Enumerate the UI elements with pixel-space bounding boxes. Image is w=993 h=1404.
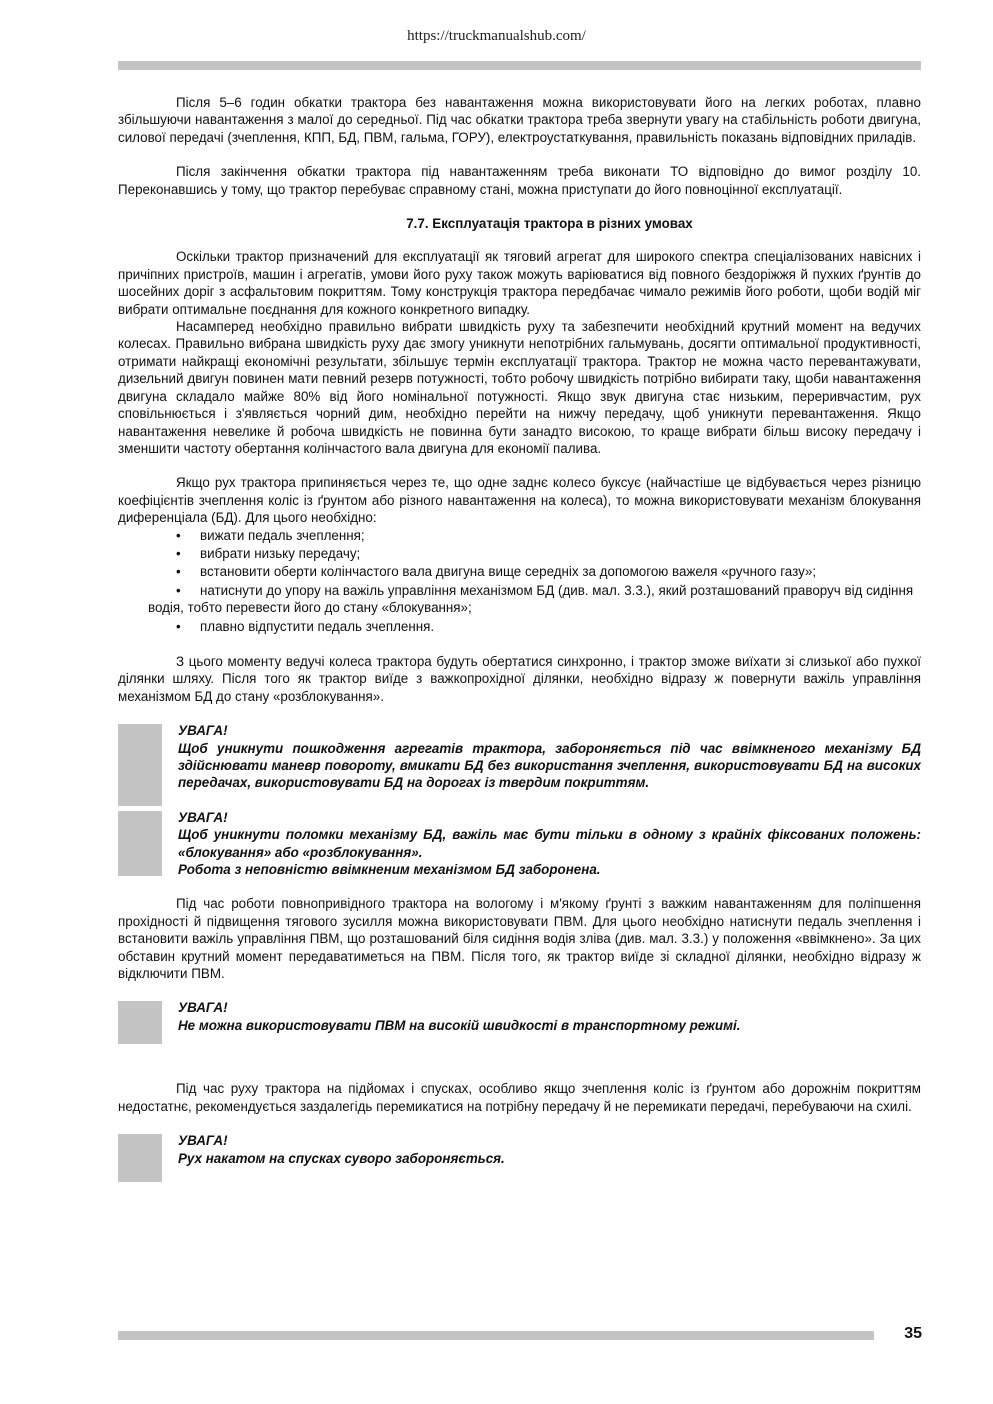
warning-marker <box>118 1134 162 1182</box>
warning-title: УВАГА! <box>178 1133 228 1149</box>
bullet-icon: • <box>176 527 181 543</box>
paragraph-tractor-purpose: Оскільки трактор призначений для експлуатації як тяговий агрегат для широкого спектра спеціалізованих навісних і причіпних пристроїв, машин і агрегатів, умови його руху також можуть варіюватися від повного бездоріжжя й пухких ґрунтів до шосейних доріг з асфальтовим покриттям. Тому конструкція трактора передбачає чимало режимів його роботи, щоби водій міг вибрати оптимальне поєднання для кожного конкретного випадку. <box>118 249 921 317</box>
list-item: • плавно відпустити педаль зчеплення. <box>176 618 435 634</box>
paragraph-after-break-in: Після закінчення обкатки трактора під навантаженням треба виконати ТО відповідно до вимог розділу 10. Переконавшись у тому, що трактор перебуває справному стані, можна приступати до його повноцінної експлуатації. <box>118 164 921 197</box>
bullet-icon: • <box>176 618 181 634</box>
warning-text: Робота з неповністю ввімкненим механізмом БД заборонена. <box>178 862 601 878</box>
paragraph-diff-lock-intro: Якщо рух трактора припиняється через те, що одне заднє колесо буксує (найчастіше це відбувається через різницю коефіцієнтів зчеплення коліс із ґрунтом або різного навантаження на колеса), то можна використовувати механізм блокування диференціала (БД). Для цього необхідно: <box>118 475 921 526</box>
paragraph-front-drive: Під час роботи повнопривідного трактора на вологому і м'якому ґрунті з важким навантаженням для поліпшення прохідності й підвищення тягового зусилля можна використовувати ПВМ. Для цього необхідно натиснути педаль зчеплення і встановити важіль управління ПВМ, що розташований біля сидіння водія зліва (див. мал. 3.3.) у положення «ввімкнено». За цих обставин крутний момент передаватиметься на ПВМ. Після того, як трактор виїде зі складної ділянки, необхідно відразу ж відключити ПВМ. <box>118 896 921 982</box>
warning-block-4 <box>118 1132 921 1167</box>
page-number: 35 <box>904 1325 922 1342</box>
warning-block-3 <box>118 999 921 1034</box>
top-rule <box>118 61 921 70</box>
warning-block-1 <box>118 722 921 792</box>
paragraph-break-in-light-work: Після 5–6 годин обкатки трактора без навантаження можна використовувати його на легких роботах, плавно збільшуючи навантаження з малої до середньої. Під час обкатки трактора треба звернути увагу на стабільність роботи двигуна, силової передачі (зчеплення, КПП, БД, ПВМ, гальма, ГОРУ), електроустаткування, правильність показань відповідних приладів. <box>118 95 921 145</box>
bullet-icon: • <box>176 564 181 580</box>
section-title: 7.7. Експлуатація трактора в різних умовах <box>406 216 693 232</box>
paragraph-after-diff-lock: З цього моменту ведучі колеса трактора будуть обертатися синхронно, і трактор зможе виїхати зі слизької або пухкої ділянки шляху. Після того як трактор виїде з важкопрохідної ділянки, необхідно відразу ж повернути важіль управління механізмом БД до стану «розблокування». <box>118 653 921 704</box>
paragraph-speed-selection: Насамперед необхідно правильно вибрати швидкість руху та забезпечити необхідний крутний момент на ведучих колесах. Правильно вибрана швидкість руху дає змогу уникнути непотрібних гальмувань, досягти оптимальної продуктивності, отримати найкращі економічні результати, збільшує термін експлуатації трактора. Трактор не можна часто перевантажувати, дизельний двигун повинен мати певний резерв потужності, тобто робочу швидкість потрібно вибирати таку, щоби навантаження двигуна складало майже 80% від його номінальної потужності. Якщо звук двигуна стає низьким, переривчастим, рух сповільнюється і з'являється чорний дим, необхідно перейти на нижчу передачу, щоб уникнути перевантаження. Якщо навантаження невелике й робоча швидкість не повинна бути занадто високою, то краще вибрати більш високу передачу і зменшити частоту обертання колінчастого вала двигуна для економії палива. <box>118 319 921 456</box>
warning-marker <box>118 1001 162 1044</box>
warning-title: УВАГА! <box>178 723 228 739</box>
warning-text: Щоб уникнути поломки механізму БД, важіль має бути тільки в одному з крайніх фіксованих положень: «блокування» або «розблокування». <box>178 827 921 860</box>
list-item: • натиснути до упору на важіль управління механізмом БД (див. мал. 3.3.), який розташований праворуч від сидіння водія, тобто перевести його до стану «блокування»; <box>148 582 914 616</box>
warning-block-2 <box>118 809 921 879</box>
warning-marker <box>118 811 162 876</box>
list-item: • вибрати низьку передачу; <box>176 545 361 561</box>
warning-title: УВАГА! <box>178 809 228 825</box>
warning-text: Рух накатом на спусках суворо забороняється. <box>178 1150 505 1166</box>
warning-text: Не можна використовувати ПВМ на високій швидкості в транспортному режимі. <box>178 1017 741 1033</box>
diff-lock-steps-list <box>118 527 921 635</box>
bottom-rule <box>118 1331 874 1340</box>
warning-text: Щоб уникнути пошкодження агрегатів трактора, забороняється під час ввімкненого механізму БД здійснювати маневр повороту, вмикати БД без використання зчеплення, використовувати БД на високих передачах, використовувати БД на дорогах із твердим покриттям. <box>178 740 921 791</box>
paragraph-slopes: Під час руху трактора на підйомах і спусках, особливо якщо зчеплення коліс із ґрунтом або дорожнім покриттям недостатнє, рекомендується заздалегідь перемикатися на потрібну передачу й не перемикати передачі, перебуваючи на схилі. <box>118 1081 921 1114</box>
header-url: https://truckmanualshub.com/ <box>407 28 586 44</box>
bullet-icon: • <box>176 545 181 561</box>
bullet-icon: • <box>176 582 181 598</box>
warning-title: УВАГА! <box>178 1000 228 1016</box>
list-item: • встановити оберти колінчастого вала двигуна вище середніх за допомогою важеля «ручного газу»; <box>176 564 817 580</box>
page-body <box>118 94 921 1167</box>
list-item: • вижати педаль зчеплення; <box>176 527 365 543</box>
warning-marker <box>118 724 162 806</box>
